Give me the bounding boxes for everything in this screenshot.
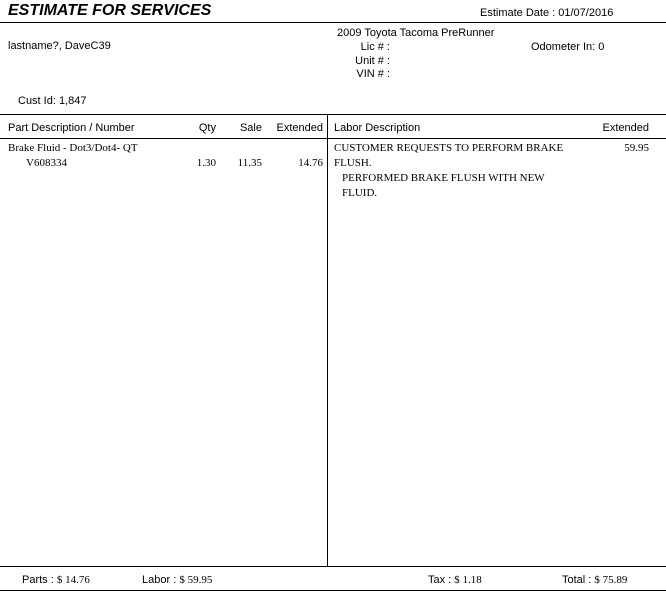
odometer <box>531 41 604 53</box>
total-labor-label: Labor : <box>142 574 177 586</box>
total-parts-value: $ 14.76 <box>56 574 90 586</box>
header-divider <box>0 22 666 23</box>
labor-line-3: PERFORMED BRAKE FLUSH WITH NEW <box>342 172 545 184</box>
odometer-label: Odometer In: <box>531 41 596 53</box>
total-tax <box>428 574 482 586</box>
total-labor <box>142 574 212 586</box>
part-extended: 14.76 <box>298 157 323 169</box>
total-labor-value: $ 59.95 <box>179 574 213 586</box>
total-parts-label: Parts : <box>22 574 54 586</box>
customer-name: lastname?, DaveC39 <box>8 40 111 52</box>
total-parts <box>22 574 90 586</box>
vehicle-description: 2009 Toyota Tacoma PreRunner <box>337 27 495 39</box>
estimate-date <box>480 7 613 19</box>
total-grand-value: $ 75.89 <box>594 574 628 586</box>
unit-label: Unit # : <box>355 55 390 67</box>
labor-header-description: Labor Description <box>334 122 421 134</box>
parts-header-extended: Extended <box>276 122 323 134</box>
part-number: V608334 <box>26 157 67 169</box>
vin-label: VIN # : <box>356 68 390 80</box>
total-grand <box>562 574 627 586</box>
cust-id <box>18 95 87 107</box>
part-description: Brake Fluid - Dot3/Dot4- QT <box>8 142 138 154</box>
parts-header-description: Part Description / Number <box>8 122 135 134</box>
estimate-date-value: 01/07/2016 <box>558 7 614 19</box>
document-title: ESTIMATE FOR SERVICES <box>8 2 212 19</box>
cust-id-label: Cust Id: <box>18 95 56 107</box>
parts-header-qty: Qty <box>198 122 216 134</box>
table-top-border <box>0 114 666 115</box>
lic-label: Lic # : <box>360 41 390 53</box>
total-grand-label: Total : <box>562 574 592 586</box>
cust-id-value: 1,847 <box>58 95 87 107</box>
total-tax-value: $ 1.18 <box>454 574 482 586</box>
table-bottom-border <box>0 566 666 567</box>
table-header-border <box>0 138 666 139</box>
total-tax-label: Tax : <box>428 574 452 586</box>
odometer-value: 0 <box>598 41 605 53</box>
estimate-date-label: Estimate Date : <box>480 7 556 19</box>
labor-header-extended: Extended <box>602 122 649 134</box>
labor-line-4: FLUID. <box>342 187 378 199</box>
labor-extended: 59.95 <box>624 142 649 154</box>
table-column-divider <box>327 114 328 567</box>
part-qty: 1.30 <box>196 157 216 169</box>
part-sale: 11.35 <box>237 157 262 169</box>
parts-header-sale: Sale <box>239 122 262 134</box>
labor-line-1: CUSTOMER REQUESTS TO PERFORM BRAKE <box>334 142 564 154</box>
labor-line-2: FLUSH. <box>334 157 372 169</box>
footer-bottom-border <box>0 590 666 591</box>
